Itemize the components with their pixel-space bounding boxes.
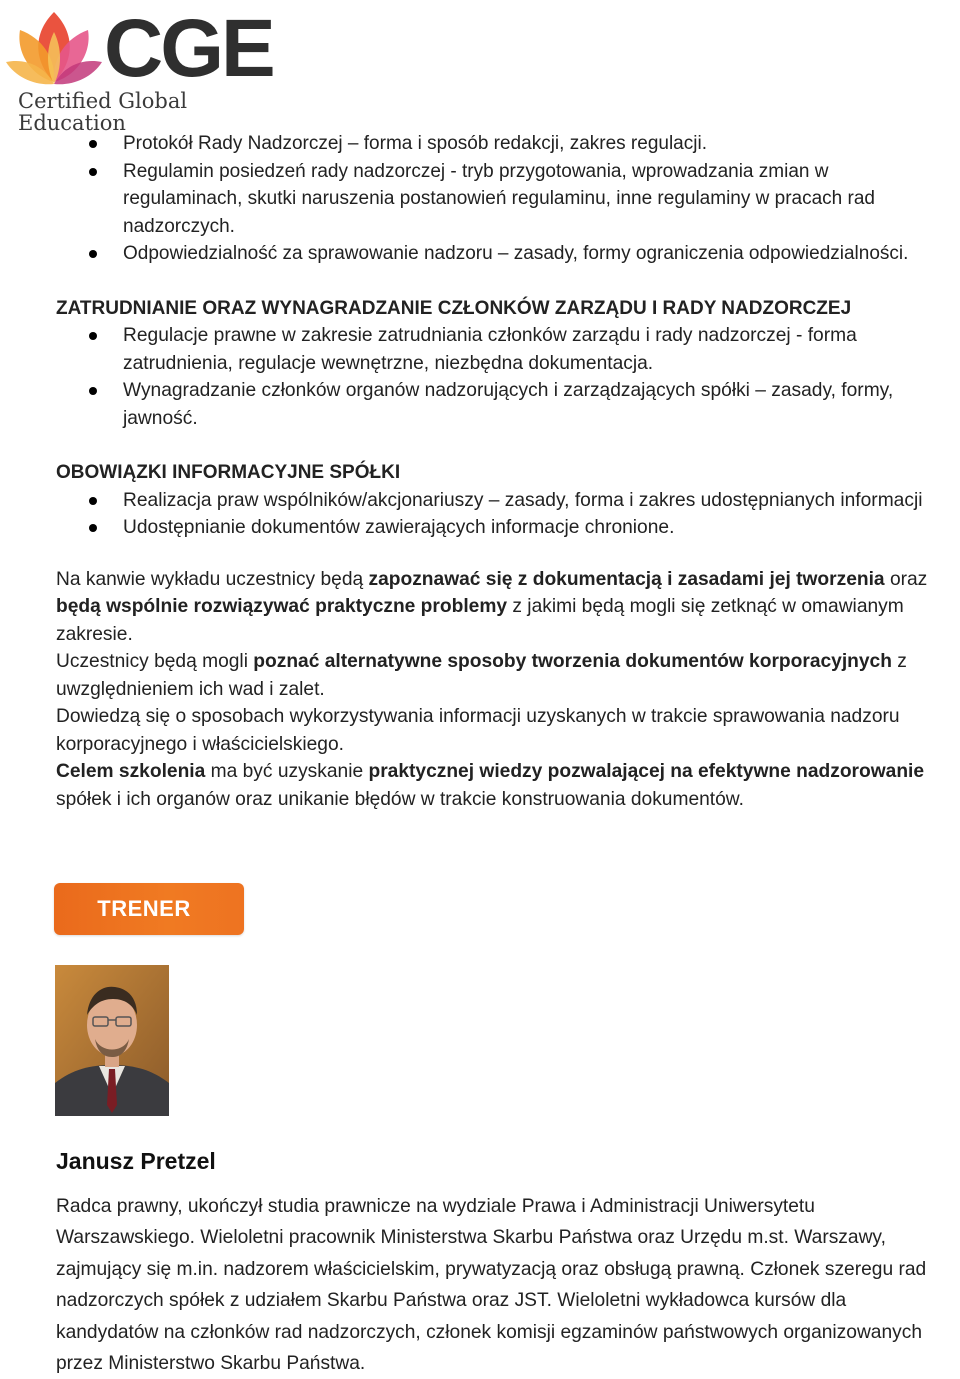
list-item: Regulacje prawne w zakresie zatrudniania członków zarządu i rady nadzorczej - forma zatrudnienia, regulacje wewnętrzne, niezbędna dokumentacja. <box>56 322 948 377</box>
document-body <box>56 130 948 813</box>
employment-list <box>56 322 948 432</box>
summary-paragraph-3: Dowiedzą się o sposobach wykorzystywania informacji uzyskanych w trakcie sprawowania nadzoru korporacyjnego i właścicielskiego. <box>56 706 900 755</box>
list-item: Wynagradzanie członków organów nadzorujących i zarządzających spółki – zasady, formy, jawność. <box>56 377 948 432</box>
information-list <box>56 487 948 542</box>
list-item: Regulamin posiedzeń rady nadzorczej - tryb przygotowania, wprowadzania zmian w regulaminach, skutki naruszenia postanowień regulaminu, inne regulaminy w pracach rad nadzorczych. <box>56 158 948 241</box>
trainer-section-label: TRENER <box>54 883 244 935</box>
list-item: Udostępnianie dokumentów zawierających informacje chronione. <box>56 514 948 542</box>
trainer-name: Janusz Pretzel <box>56 1148 216 1174</box>
lotus-flower-icon <box>4 2 104 92</box>
list-item: Odpowiedzialność za sprawowanie nadzoru – zasady, formy ograniczenia odpowiedzialności. <box>56 240 948 268</box>
trainer-photo <box>55 965 169 1116</box>
summary-paragraph-2: Uczestnicy będą mogli poznać alternatywne sposoby tworzenia dokumentów korporacyjnych z uwzględnieniem ich wad i zalet. <box>56 651 907 700</box>
section-heading-employment: ZATRUDNIANIE ORAZ WYNAGRADZANIE CZŁONKÓW ZARZĄDU I RADY NADZORCZEJ <box>56 297 852 319</box>
logo-subtitle: Certified Global Education <box>18 89 188 135</box>
cge-logo <box>4 2 273 135</box>
section-heading-information: OBOWIĄZKI INFORMACYJNE SPÓŁKI <box>56 462 401 483</box>
trainer-bio: Radca prawny, ukończył studia prawnicze na wydziale Prawa i Administracji Uniwersytetu Warszawskiego. Wieloletni pracownik Ministerstwa Skarbu Państwa oraz Urzędu m.st. Warszawy, zajmujący się m.in. nadzorem właścicielskim, prywatyzacją oraz obsługą prawną. Członek szeregu rad nadzorczych spółek z udziałem Skarbu Państwa oraz JST. Wieloletni wykładowca kursów dla kandydatów na członków rad nadzorczych, członek komisji egzaminów państwowych organizowanych przez Ministerstwo Skarbu Państwa. <box>56 1196 927 1375</box>
intro-list <box>56 130 948 268</box>
logo-brand: CGE <box>104 3 273 94</box>
list-item: Protokół Rady Nadzorczej – forma i sposób redakcji, zakres regulacji. <box>56 130 948 158</box>
summary-paragraph-1: Na kanwie wykładu uczestnicy będą zapoznawać się z dokumentacją i zasadami jej tworzenia oraz będą wspólnie rozwiązywać praktyczne problemy z jakimi będą mogli się zetknąć w omawianym zakresie. <box>56 568 928 645</box>
list-item: Realizacja praw wspólników/akcjonariuszy – zasady, forma i zakres udostępnianych informacji <box>56 487 948 515</box>
summary-paragraph-4: Celem szkolenia ma być uzyskanie praktycznej wiedzy pozwalającej na efektywne nadzorowanie spółek i ich organów oraz unikanie błędów w trakcie konstruowania dokumentów. <box>56 761 925 810</box>
